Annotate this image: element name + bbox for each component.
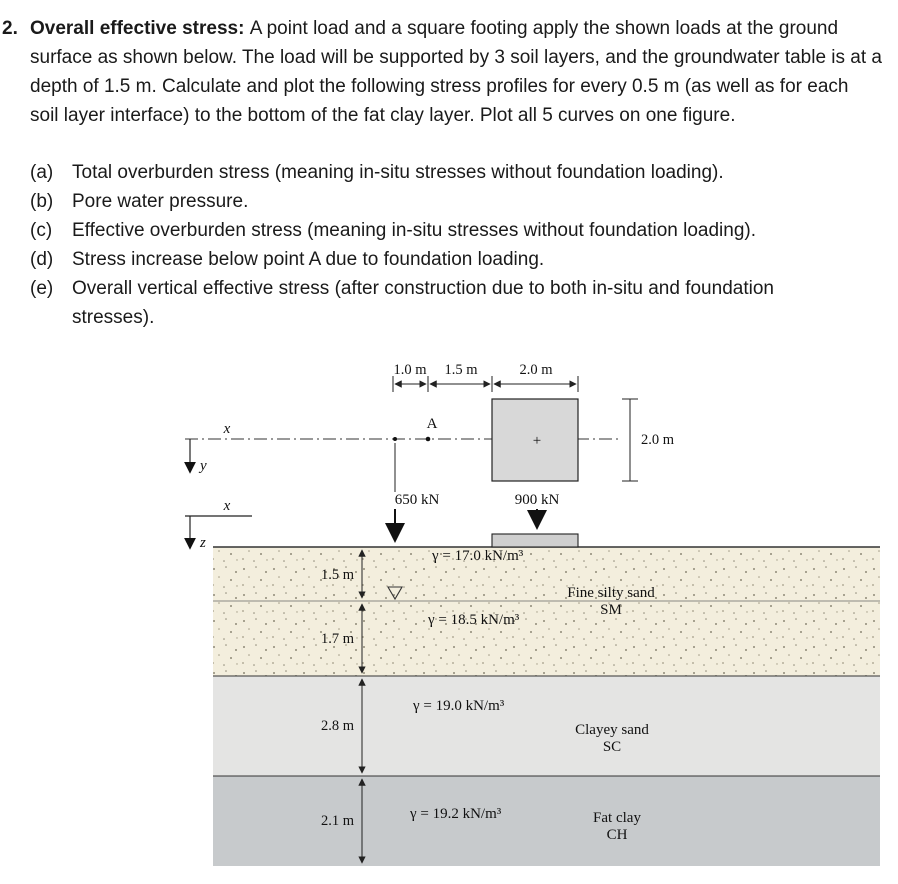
list-item: [30, 274, 882, 332]
gamma-layer3: γ = 19.2 kN/m³: [410, 806, 502, 822]
problem-block: [0, 0, 898, 332]
point-a-dot: [426, 437, 431, 442]
footing-center-mark: +: [532, 433, 542, 449]
item-label: (a): [30, 162, 54, 183]
item-text: Pore water pressure.: [72, 191, 249, 212]
layer3-name: Fat clay: [593, 810, 641, 826]
depth-label-1p5: 1.5 m: [320, 567, 354, 583]
list-item: [30, 245, 882, 274]
depth-label-2p8: 2.8 m: [320, 718, 354, 734]
gamma-layer2: γ = 19.0 kN/m³: [413, 698, 505, 714]
layer1-uscs: SM: [600, 602, 622, 618]
item-text: Overall vertical effective stress (after construction due to both in-situ and foundation stresses).: [72, 278, 774, 328]
item-text: Stress increase below point A due to foundation loading.: [72, 249, 545, 270]
problem-body: [30, 14, 882, 332]
item-label: (c): [30, 220, 53, 241]
item-label: (e): [30, 278, 54, 299]
axis-z-label: z: [200, 535, 206, 551]
item-text: Total overburden stress (meaning in-situ stresses without foundation loading).: [72, 162, 724, 183]
point-a-label: A: [426, 416, 438, 432]
list-item: [30, 216, 882, 245]
layer3-uscs: CH: [606, 827, 628, 843]
item-label: (b): [30, 191, 54, 212]
axis-x-bottom-label: x: [223, 498, 231, 514]
gamma-layer1a: γ = 17.0 kN/m³: [432, 548, 524, 564]
dim-1m-label: 1.0 m: [393, 362, 427, 378]
dim-2m-label: 2.0 m: [519, 362, 553, 378]
soil-profile-figure: [0, 356, 898, 884]
list-item: [30, 158, 882, 187]
item-text: Effective overburden stress (meaning in-situ stresses without foundation loading).: [72, 220, 757, 241]
layer-fat-clay: [213, 776, 880, 866]
depth-label-1p7: 1.7 m: [320, 631, 354, 647]
point-load-dot: [393, 437, 397, 441]
problem-statement-text: A point load and a square footing apply the shown loads at the ground surface as shown below. The load will be supported by 3 soil layers, and the groundwater table is at a depth of 1.5 m. Calculate and plot the following stress profiles for every 0.5 m (as well as for each soil layer interface) to the bottom of the fat clay layer. Plot all 5 curves on one figure.: [30, 18, 882, 126]
layer2-uscs: SC: [602, 739, 622, 755]
layer-fine-silty-sand: [213, 547, 880, 676]
list-item: [30, 187, 882, 216]
dim-1p5m-label: 1.5 m: [444, 362, 478, 378]
problem-title: Overall effective stress:: [30, 18, 250, 39]
layer2-name: Clayey sand: [575, 722, 649, 738]
footing-side-dim-label: 2.0 m: [641, 432, 675, 448]
problem-statement: [30, 14, 882, 130]
point-load-label: 650 kN: [394, 492, 440, 508]
axis-y-label: y: [200, 458, 207, 474]
footing-elevation-pad: [492, 534, 578, 547]
axis-x-top-label: x: [223, 421, 231, 437]
footing-load-label: 900 kN: [514, 492, 560, 508]
item-label: (d): [30, 249, 54, 270]
subquestion-list: [30, 158, 882, 332]
problem-number: 2.: [2, 18, 18, 39]
depth-label-2p1: 2.1 m: [320, 813, 354, 829]
gamma-layer1b: γ = 18.5 kN/m³: [428, 612, 520, 628]
layer1-name: Fine silty sand: [567, 585, 655, 601]
layer-clayey-sand: [213, 676, 880, 776]
